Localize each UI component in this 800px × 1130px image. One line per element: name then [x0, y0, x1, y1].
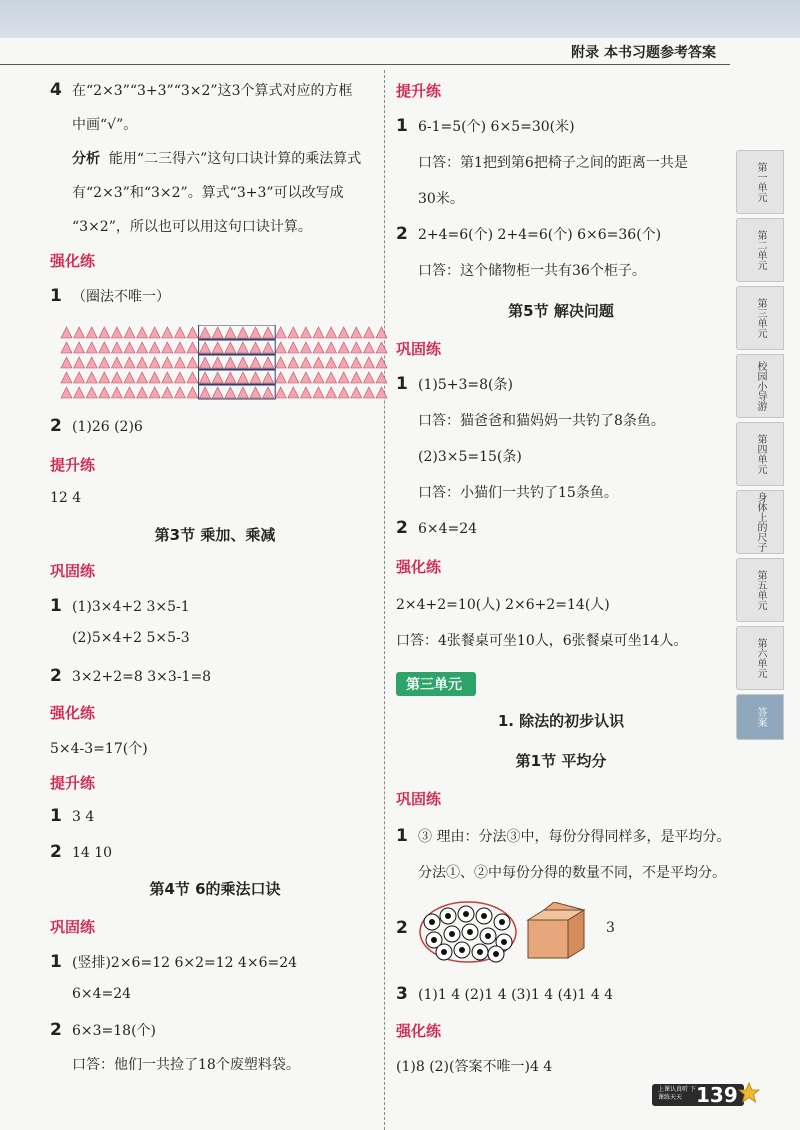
section-title: 第3节 乘加、乘减 [154, 526, 276, 544]
triangle-mark [61, 342, 72, 353]
triangle-mark [111, 357, 122, 368]
triangle-mark [111, 372, 122, 383]
triangle-mark [275, 342, 286, 353]
triangle-mark [86, 357, 97, 368]
triangle-mark [174, 372, 185, 383]
triangle-mark [124, 387, 135, 398]
triangle-mark [162, 327, 173, 338]
chapter-title: 1. 除法的初步认识 [497, 712, 625, 730]
triangle-mark [174, 327, 185, 338]
triangle-mark [212, 357, 223, 368]
triangle-mark [149, 387, 160, 398]
triangle-mark [99, 327, 110, 338]
soccer-balls-circled [418, 900, 518, 964]
section-heading-strengthen: 强化练 [50, 252, 96, 270]
page-header [0, 38, 800, 68]
answer-text: 5×4-3=17(个) [50, 741, 148, 757]
answer-text: (竖排)2×6=12 6×2=12 4×6=24 [72, 955, 298, 971]
section-heading-strengthen: 强化练 [396, 1022, 442, 1040]
triangle-mark [174, 387, 185, 398]
answer-text: (1)3×4+2 3×5-1 [72, 599, 190, 615]
triangle-mark [124, 357, 135, 368]
strengthen-q2 [50, 416, 143, 436]
column-divider [384, 70, 385, 1130]
answer-text: 3×2+2=8 3×3-1=8 [72, 669, 212, 685]
question-number: 4 [50, 80, 62, 100]
triangle-mark [200, 342, 211, 353]
triangle-mark [275, 357, 286, 368]
tab-unit-2[interactable]: 第二单元 [736, 218, 784, 282]
triangle-mark [187, 327, 198, 338]
triangle-mark [250, 342, 261, 353]
triangle-mark [288, 327, 299, 338]
answer-text: 口答：他们一共捡了18个废塑料袋。 [72, 1057, 300, 1073]
answer-text: 6×4=24 [72, 986, 132, 1002]
header-rule [0, 64, 730, 65]
improve-q1 [50, 806, 94, 826]
triangle-mark [338, 372, 349, 383]
triangle-mark [250, 357, 261, 368]
triangle-mark [237, 372, 248, 383]
answer-text: 12 4 [50, 490, 82, 506]
section-heading-strengthen: 强化练 [396, 558, 442, 576]
triangle-mark [376, 372, 387, 383]
section-heading-improve: 提升练 [50, 774, 96, 792]
triangle-mark [326, 372, 337, 383]
consolidate-q2 [396, 518, 477, 538]
triangle-mark [162, 387, 173, 398]
triangle-mark [363, 357, 374, 368]
triangle-mark [326, 327, 337, 338]
triangle-mark [99, 357, 110, 368]
question-number: 2 [396, 224, 408, 244]
section-heading-consolidate: 巩固练 [396, 340, 442, 358]
consolidate-q1 [396, 374, 513, 394]
triangle-mark [187, 387, 198, 398]
answer-text: 2×4+2=10(人) 2×6+2=14(人) [396, 597, 610, 613]
question-number: 1 [396, 374, 408, 394]
triangle-mark [74, 327, 85, 338]
triangle-mark [313, 372, 324, 383]
star-icon [738, 1082, 760, 1104]
analysis-text: 能用“二三得六”这句口诀计算的乘法算式 [108, 151, 362, 167]
answer-text: 6-1=5(个) 6×5=30(米) [418, 119, 575, 135]
triangle-mark [363, 387, 374, 398]
triangle-mark [174, 357, 185, 368]
triangle-mark [162, 372, 173, 383]
question-number: 1 [50, 286, 62, 306]
triangle-mark [338, 387, 349, 398]
triangle-mark [99, 387, 110, 398]
section-title: 第1节 平均分 [515, 752, 607, 770]
tab-campus-guide[interactable]: 校园小导游 [736, 354, 784, 418]
triangle-mark [263, 342, 274, 353]
section-heading-improve: 提升练 [396, 82, 442, 100]
triangle-mark [263, 387, 274, 398]
triangle-mark [124, 342, 135, 353]
triangle-mark [187, 342, 198, 353]
consolidate-q2 [50, 666, 211, 686]
triangle-mark [363, 372, 374, 383]
triangle-mark [275, 372, 286, 383]
page-number: 139 [696, 1083, 738, 1107]
analysis-label: 分析 [72, 151, 100, 167]
triangle-mark [61, 357, 72, 368]
triangle-mark [237, 357, 248, 368]
triangle-mark [300, 372, 311, 383]
question-4 [50, 80, 353, 100]
consolidate-q1 [50, 596, 190, 616]
question-number: 2 [396, 918, 408, 938]
triangle-mark [376, 357, 387, 368]
triangle-mark [351, 327, 362, 338]
triangle-mark [187, 372, 198, 383]
page-hint: 上课认真听 下课练天天 [658, 1086, 696, 1101]
answer-text: 3 [606, 920, 615, 936]
question-number: 2 [50, 842, 62, 862]
consolidate-q2 [50, 1020, 156, 1040]
triangle-mark [162, 357, 173, 368]
analysis-line [50, 148, 361, 168]
triangle-mark [300, 387, 311, 398]
triangle-mark [250, 372, 261, 383]
improve-q2 [396, 224, 661, 244]
triangle-mark [225, 372, 236, 383]
tab-unit-4[interactable]: 第四单元 [736, 422, 784, 486]
triangle-mark [326, 387, 337, 398]
triangle-mark [288, 372, 299, 383]
unit-label: 第三单元 [396, 672, 476, 696]
answer-text: 口答：小猫们一共钓了15条鱼。 [418, 485, 618, 501]
question-text: 中画“√”。 [72, 117, 138, 133]
triangle-mark [124, 372, 135, 383]
consolidate-q1 [50, 952, 297, 972]
triangle-mark [86, 372, 97, 383]
triangle-mark [74, 372, 85, 383]
triangle-mark [149, 357, 160, 368]
triangle-mark [137, 372, 148, 383]
tab-answers[interactable]: 答案 [736, 694, 784, 740]
triangle-mark [363, 327, 374, 338]
answer-text: (2)3×5=15(条) [418, 449, 522, 465]
section-heading-consolidate: 巩固练 [50, 562, 96, 580]
triangle-mark [86, 342, 97, 353]
question-number: 1 [50, 596, 62, 616]
triangle-mark [61, 327, 72, 338]
answer-text: 2+4=6(个) 2+4=6(个) 6×6=36(个) [418, 227, 662, 243]
analysis-text: 有“2×3”和“3×2”。算式“3+3”可以改写成 [72, 185, 344, 201]
triangle-mark [313, 342, 324, 353]
answer-text: (1)8 (2)(答案不唯一)4 4 [396, 1059, 553, 1075]
triangle-mark [376, 387, 387, 398]
box-icon [524, 902, 590, 960]
triangle-mark [174, 342, 185, 353]
triangle-mark [74, 387, 85, 398]
triangle-mark [313, 387, 324, 398]
triangle-mark [111, 327, 122, 338]
answer-text: (1)5+3=8(条) [418, 377, 513, 393]
triangle-mark [237, 387, 248, 398]
section-title: 第4节 6的乘法口诀 [149, 880, 281, 898]
tab-unit-5[interactable]: 第五单元 [736, 558, 784, 622]
average-q2 [396, 918, 418, 938]
triangle-mark [288, 342, 299, 353]
page-number-badge [652, 1082, 762, 1108]
answer-text: (2)5×4+2 5×5-3 [72, 630, 190, 646]
answer-text: (1)26 (2)6 [72, 419, 143, 435]
answer-text: 分法①、②中每份分得的数量不同，不是平均分。 [418, 865, 726, 881]
triangle-mark [111, 387, 122, 398]
triangle-mark [187, 357, 198, 368]
triangle-mark [200, 372, 211, 383]
triangle-mark [149, 327, 160, 338]
triangle-mark [212, 342, 223, 353]
triangle-mark [61, 387, 72, 398]
triangle-mark [137, 342, 148, 353]
answer-text: 口答：这个储物柜一共有36个柜子。 [418, 263, 646, 279]
triangle-mark [225, 387, 236, 398]
triangle-mark [376, 327, 387, 338]
triangle-mark [137, 387, 148, 398]
tab-unit-6[interactable]: 第六单元 [736, 626, 784, 690]
triangle-mark [363, 342, 374, 353]
triangle-mark [338, 327, 349, 338]
question-number: 1 [50, 806, 62, 826]
triangle-mark [212, 387, 223, 398]
section-heading-strengthen: 强化练 [50, 704, 96, 722]
triangle-mark [338, 357, 349, 368]
answer-text: 6×3=18(个) [72, 1023, 157, 1039]
triangle-mark [111, 342, 122, 353]
triangle-mark [300, 327, 311, 338]
answer-text: 30米。 [418, 191, 464, 207]
triangle-mark [275, 327, 286, 338]
triangle-mark [162, 342, 173, 353]
triangle-mark [300, 342, 311, 353]
triangle-grid [60, 325, 390, 401]
triangle-mark [225, 342, 236, 353]
tab-body-ruler[interactable]: 身体上的尺子 [736, 490, 784, 554]
triangle-mark [212, 372, 223, 383]
header-title: 附录 本书习题参考答案 [571, 45, 716, 61]
answer-text: (1)1 4 (2)1 4 (3)1 4 (4)1 4 4 [418, 987, 614, 1003]
answer-text: 14 10 [72, 845, 113, 861]
triangle-mark [137, 327, 148, 338]
question-number: 1 [396, 116, 408, 136]
triangle-mark [61, 372, 72, 383]
triangle-mark [86, 327, 97, 338]
tab-unit-1[interactable]: 第一单元 [736, 150, 784, 214]
triangle-mark [263, 327, 274, 338]
triangle-mark [250, 327, 261, 338]
triangle-mark [237, 327, 248, 338]
answer-text: 6×4=24 [418, 521, 478, 537]
triangle-mark [275, 387, 286, 398]
section-heading-consolidate: 巩固练 [396, 790, 442, 808]
triangle-mark [376, 342, 387, 353]
question-number: 1 [396, 826, 408, 846]
triangle-mark [313, 327, 324, 338]
improve-q2 [50, 842, 112, 862]
average-q3 [396, 984, 613, 1004]
triangle-mark [326, 342, 337, 353]
triangle-mark [74, 357, 85, 368]
triangle-mark [351, 357, 362, 368]
analysis-text: “3×2”，所以也可以用这句口诀计算。 [72, 219, 312, 235]
triangle-mark [263, 372, 274, 383]
triangle-mark [99, 372, 110, 383]
triangle-mark [200, 387, 211, 398]
triangle-mark [74, 342, 85, 353]
triangle-mark [225, 327, 236, 338]
tab-unit-3[interactable]: 第三单元 [736, 286, 784, 350]
question-number: 2 [396, 518, 408, 538]
triangle-mark [212, 327, 223, 338]
question-text: 在“2×3”“3+3”“3×2”这3个算式对应的方框 [72, 83, 353, 99]
question-number: 2 [50, 416, 62, 436]
triangle-mark [124, 327, 135, 338]
answer-text: 口答：第1把到第6把椅子之间的距离一共是 [418, 155, 688, 171]
triangle-mark [200, 327, 211, 338]
triangle-mark [250, 387, 261, 398]
improve-q1 [396, 116, 575, 136]
answer-text: ③ 理由：分法③中，每份分得同样多，是平均分。 [418, 829, 731, 845]
section-title: 第5节 解决问题 [508, 302, 614, 320]
average-q1 [396, 826, 730, 846]
strengthen-q1 [50, 286, 170, 306]
triangle-mark [300, 357, 311, 368]
answer-text: 口答：4张餐桌可坐10人，6张餐桌可坐14人。 [396, 633, 688, 649]
answer-text: 3 4 [72, 809, 95, 825]
triangle-mark [99, 342, 110, 353]
triangle-mark [149, 372, 160, 383]
triangle-mark [326, 357, 337, 368]
unit-label-row [396, 672, 476, 696]
question-number: 3 [396, 984, 408, 1004]
triangle-mark [338, 342, 349, 353]
triangle-mark [200, 357, 211, 368]
triangle-mark [149, 342, 160, 353]
triangle-mark [263, 357, 274, 368]
triangle-mark [288, 357, 299, 368]
triangle-mark [351, 372, 362, 383]
triangle-mark [288, 387, 299, 398]
triangle-mark [351, 342, 362, 353]
question-number: 2 [50, 1020, 62, 1040]
section-heading-consolidate: 巩固练 [50, 918, 96, 936]
triangle-mark [137, 357, 148, 368]
section-heading-improve: 提升练 [50, 456, 96, 474]
question-text: （圈法不唯一） [72, 289, 170, 305]
answer-text: 口答：猫爸爸和猫妈妈一共钓了8条鱼。 [418, 413, 665, 429]
triangle-mark [86, 387, 97, 398]
triangle-mark [225, 357, 236, 368]
triangle-mark [351, 387, 362, 398]
top-color-band [0, 0, 800, 38]
question-number: 1 [50, 952, 62, 972]
triangle-mark [237, 342, 248, 353]
triangle-mark [313, 357, 324, 368]
question-number: 2 [50, 666, 62, 686]
